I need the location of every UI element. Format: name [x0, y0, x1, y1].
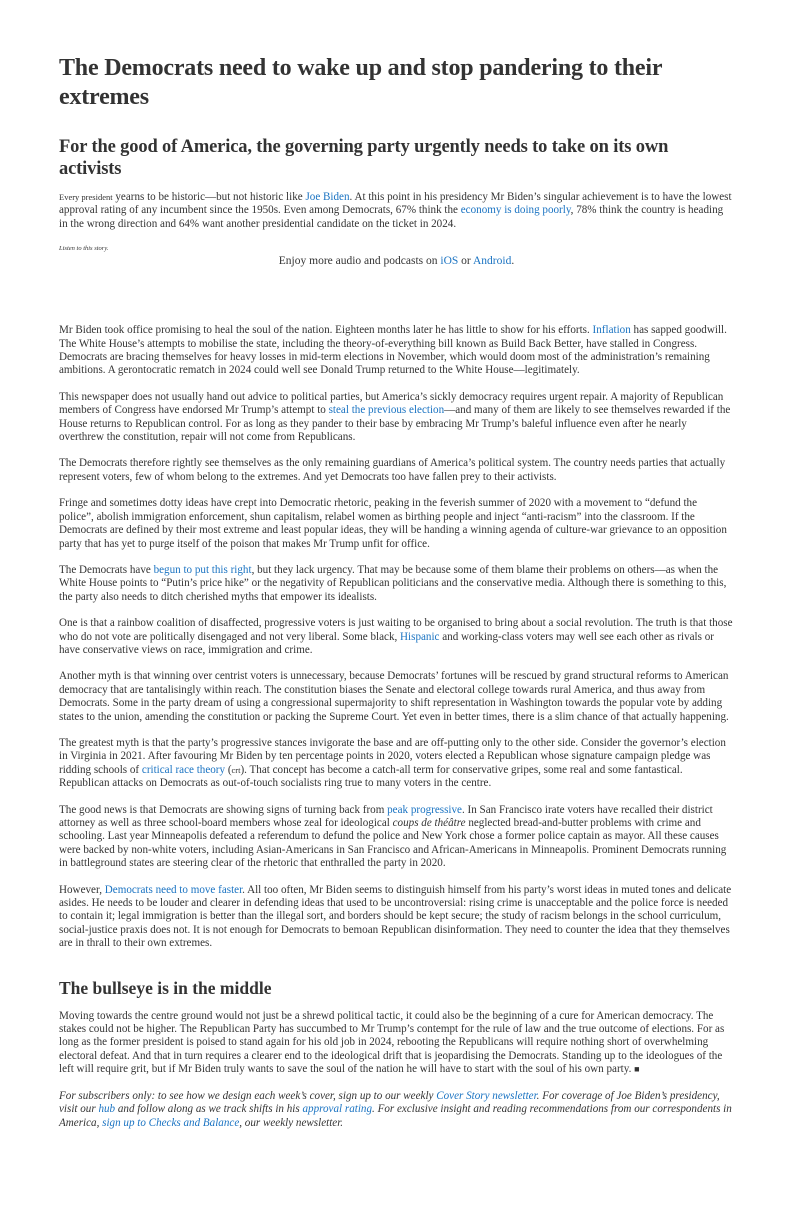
link-joe-biden[interactable]: Joe Biden — [305, 191, 350, 203]
abbr-crt: crt — [231, 764, 241, 775]
headline: The Democrats need to wake up and stop pandering to their extremes — [59, 55, 662, 110]
link-android[interactable]: Android — [473, 255, 512, 268]
dropcap-lead: Every president — [59, 192, 113, 202]
link-economy-doing-poorly[interactable]: economy is doing poorly — [460, 204, 571, 217]
body-paragraph-9: The good news is that Democrats are showing signs of turning back from peak progressive. In San Francisco irate voters have recalled their district attorney as well as three school-board members whose zeal for ideological coups de théâtre neglected bread-and-butter problems with crime and schooling. Last year Minneapolis defeated a referendum to defund the police and New York chose a former police captain as mayor. All these causes were backed by non-white voters, including Asian-Americans in San Francisco and African-Americans in Minneapolis. Prominent Democrats running in battleground states are steering clear of the rhetoric that enthralled the party in 2020. — [59, 803, 727, 870]
body-paragraph-1: Mr Biden took office promising to heal the soul of the nation. Eighteen months later he has little to show for his efforts. Inflation has sapped goodwill. The White House’s attempts to mobilise the state, including the theory-of-everything bill known as Build Back Better, have stalled in Congress. Democrats are bracing themselves for heavy losses in mid-term elections in November, which would doom most of the administration’s remaining ambitions. A gerontocratic rematch in 2024 could well see Donald Trump returned to the White House—legitimately. — [59, 324, 727, 377]
link-peak-progressive[interactable]: peak progressive — [387, 803, 462, 816]
link-begun-to-put-this-right[interactable]: begun to put this right — [153, 563, 252, 576]
body-paragraph-8: The greatest myth is that the party’s progressive stances invigorate the base and are off-putting only to the other side. Consider the governor’s election in Virginia in 2021. After favouring Mr Biden by ten percentage points in 2020, voters elected a Republican whose signature campaign pledge was ridding schools of critical race theory (crt). That concept has become a catch-all term for conservative gripes, some real and some fantastical. Republican attacks on Democrats as out-of-touch socialists ring true to many voters in the centre. — [59, 736, 726, 790]
link-ios[interactable]: iOS — [440, 255, 459, 268]
italic-phrase: coups de théâtre — [392, 817, 466, 829]
link-democrats-move-faster[interactable]: Democrats need to move faster — [104, 883, 243, 896]
section-heading: The bullseye is in the middle — [59, 977, 272, 998]
body-paragraph-5: The Democrats have begun to put this right, but they lack urgency. That may be because some of them blame their problems on others—as when the White House points to “Putin’s price hike” or the negativity of Republican politicians and the conservative media. Although there is something to this, the party also needs to ditch cherished myths that empower its idealists. — [59, 563, 727, 603]
link-cover-story-newsletter[interactable]: Cover Story newsletter — [436, 1089, 537, 1102]
link-hispanic[interactable]: Hispanic — [400, 630, 440, 643]
listen-to-story-label: Listen to this story. — [59, 245, 109, 253]
link-approval-rating[interactable]: approval rating — [302, 1103, 373, 1116]
body-paragraph-7: Another myth is that winning over centrist voters is unnecessary, because Democrats’ fortunes will be rescued by grand structural reforms to American democracy that are tantalisingly within reach. The constitution biases the Senate and electoral college towards rural America, and thus away from Democrats. Some in the party dream of using a congressional supermajority to shift representation in Washington towards the popular vote by adding states to the union, amending the constitution or packing the Supreme Court. Yet even in better times, there is a slim chance of that actually happening. — [59, 670, 729, 723]
link-steal-previous-election[interactable]: steal the previous election — [328, 404, 445, 417]
body-paragraph-10: However, Democrats need to move faster. All too often, Mr Biden seems to distinguish himself from his party’s worst ideas in muted tones and delicate asides. He needs to be louder and clearer in defending ideas that used to be uncontroversial: rising crime is unacceptable and the police force is needed to contain it; legal immigration is better than the illegal sort, and borders should be kept secure; the study of racism belongs in the school curriculum, social-justice praxis does not. It is not enough for Democrats to bemoan Republican disinformation. They need to counter the idea that they themselves are in thrall to their own extremes. — [59, 883, 732, 950]
body-paragraph-6: One is that a rainbow coalition of disaffected, progressive voters is just waiting to be organised to bring about a social revolution. The truth is that those who do not vote are politically disengaged and not very liberal. Some black, Hispanic and working-class voters may well see each other as rivals or have conservative views on race, immigration and crime. — [59, 617, 733, 656]
link-critical-race-theory[interactable]: critical race theory — [141, 763, 226, 776]
body-paragraph-4: Fringe and sometimes dotty ideas have crept into Democratic rhetoric, peaking in the feverish summer of 2020 with a movement to “defund the police”, abolish immigration enforcement, shun capitalism, relabel women as birthing people and inject “anti-racism” into the classroom. If the Democrats are defined by their most extreme and least popular ideas, they will be handing a winning agenda of culture-war grievance to an opposition party that has yet to purge itself of the poison that makes Mr Trump unfit for office. — [59, 497, 727, 550]
intro-paragraph: Every president yearns to be historic—but not historic like Joe Biden. At this point in his presidency Mr Biden’s singular achievement is to have the lowest approval rating of any incumbent since the 1950s. Even among Democrats, 67% think the economy is doing poorly, 78% think the country is heading in the wrong direction and 64% want another presidential candidate on the ticket in 2024. — [59, 191, 732, 230]
body-paragraph-2: This newspaper does not usually hand out advice to political parties, but America’s sickly democracy requires urgent repair. A majority of Republican members of Congress have endorsed Mr Trump’s attempt to steal the previous election—and many of them are likely to see themselves rewarded if the House returns to Republican control. For as long as they pander to their base by embracing Mr Trump’s baleful influence even after he nearly overthrew the constitution, repair will not come from Republicans. — [59, 390, 731, 444]
podcasts-promo: Enjoy more audio and podcasts on iOS or Android. — [278, 255, 515, 268]
link-checks-and-balance[interactable]: sign up to Checks and Balance — [102, 1116, 240, 1129]
subheadline: For the good of America, the governing party urgently needs to take on its own activists — [59, 137, 669, 179]
body-paragraph-3: The Democrats therefore rightly see themselves as the only remaining guardians of America’s political system. The country needs parties that actually represent voters, few of whom belong to the extremes. And yet Democrats too have fallen prey to their activists. — [59, 457, 726, 483]
subscriber-footer-note: For subscribers only: to see how we design each week’s cover, sign up to our weekly Cover Story newsletter. For coverage of Joe Biden’s presidency, visit our hub and follow along as we track shifts in his approval rating. For exclusive insight and reading recommendations from our correspondents in America, sign up to Checks and Balance, our weekly newsletter. — [59, 1089, 732, 1129]
link-inflation[interactable]: Inflation — [592, 324, 631, 337]
body-paragraph-11: Moving towards the centre ground would not just be a shrewd political tactic, it could also be the beginning of a cure for American democracy. The stakes could not be higher. The Republican Party has succumbed to Mr Trump’s contempt for the rule of law and the true outcome of elections. For as long as the former president is poised to stand again for his old job in 2024, rebooting the Republicans will require nothing short of overwhelming electoral defeat. And that in turn requires a clearer end to the ideological drift that is jeopardising the Democrats. Standing up to the ideologues of the left will require grit, but if Mr Biden truly wants to save the soul of the nation he will have to start with the soul of his own party. ■ — [59, 1009, 725, 1076]
end-of-article-icon: ■ — [634, 1064, 640, 1075]
link-hub[interactable]: hub — [98, 1103, 116, 1116]
